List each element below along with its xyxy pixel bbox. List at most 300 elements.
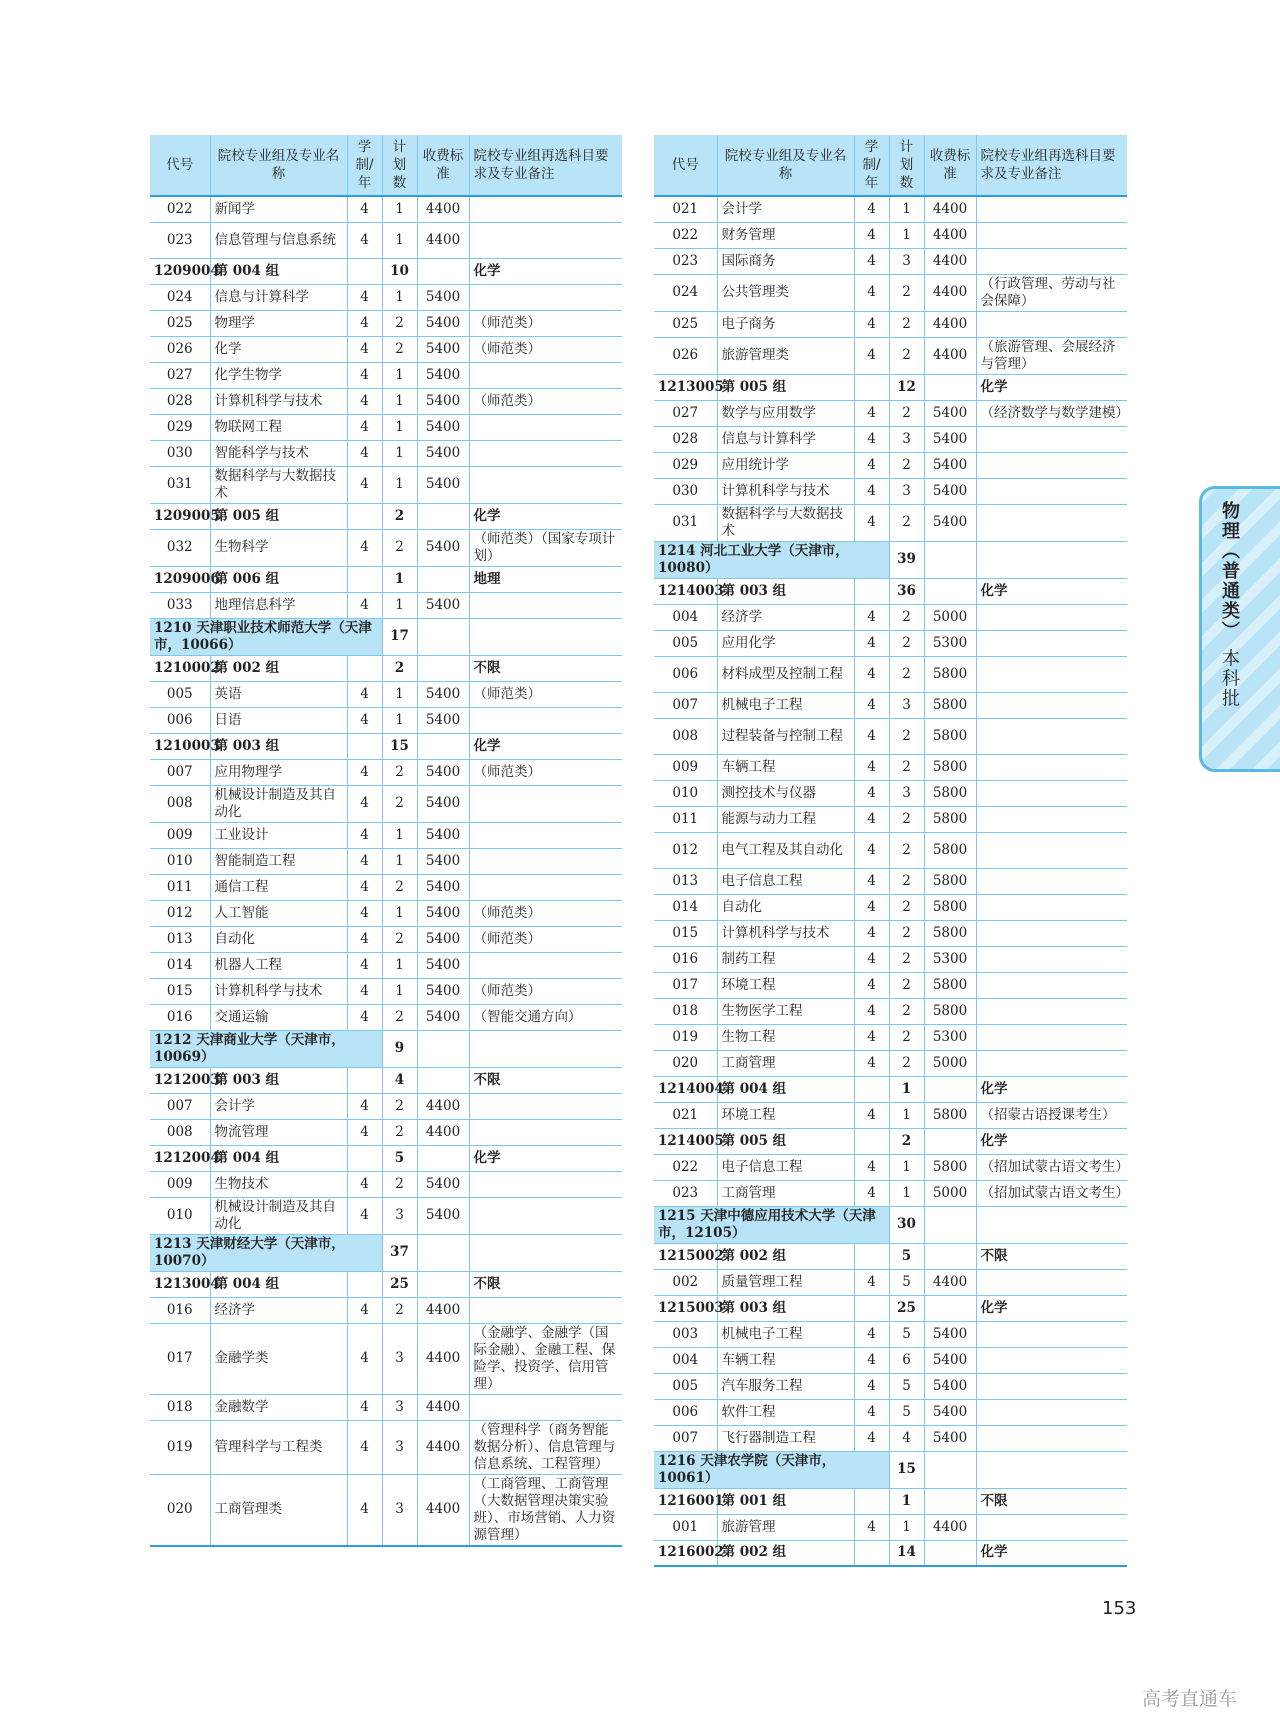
- major-row: [654, 692, 1127, 718]
- major-note: [976, 692, 1127, 718]
- empty-cell: [417, 1067, 469, 1093]
- major-name: 英语: [210, 681, 347, 707]
- major-name: 生物医学工程: [717, 998, 854, 1024]
- major-note: [976, 1024, 1127, 1050]
- major-note: [976, 426, 1127, 452]
- study-years: 4: [347, 1119, 382, 1145]
- plan-count: 2: [889, 1024, 924, 1050]
- subject-requirement: 化学: [976, 1295, 1127, 1321]
- study-years: 4: [347, 707, 382, 733]
- empty-cell: [854, 1076, 889, 1102]
- major-note: （师范类）: [469, 336, 622, 362]
- major-row: [654, 894, 1127, 920]
- study-years: 4: [347, 681, 382, 707]
- university-name: 1215 天津中德应用技术大学（天津市，12105）: [654, 1206, 889, 1243]
- major-row: [654, 1154, 1127, 1180]
- major-code: 005: [654, 630, 717, 656]
- plan-count: 15: [889, 1451, 924, 1488]
- major-code: 005: [150, 681, 210, 707]
- major-note: [976, 248, 1127, 274]
- major-row: [654, 337, 1127, 374]
- group-row: [150, 655, 622, 681]
- empty-cell: [417, 655, 469, 681]
- tuition-fee: 5800: [924, 754, 976, 780]
- empty-cell: [924, 578, 976, 604]
- major-row: [150, 900, 622, 926]
- major-name: 旅游管理: [717, 1514, 854, 1540]
- study-years: 4: [347, 222, 382, 258]
- section-side-tab: [1199, 486, 1280, 772]
- major-row: [654, 1024, 1127, 1050]
- study-years: 4: [347, 785, 382, 822]
- empty-cell: [854, 1488, 889, 1514]
- subject-requirement: 化学: [976, 578, 1127, 604]
- group-name: 第 004 组: [210, 1145, 347, 1171]
- header-code: 代号: [150, 135, 210, 196]
- subject-requirement: 地理: [469, 566, 622, 592]
- major-code: 014: [150, 952, 210, 978]
- study-years: 4: [347, 466, 382, 503]
- major-code: 023: [150, 222, 210, 258]
- major-note: （招蒙古语授课考生）: [976, 1102, 1127, 1128]
- tuition-fee: 4400: [924, 1514, 976, 1540]
- empty-cell: [417, 258, 469, 284]
- study-years: 4: [854, 1347, 889, 1373]
- plan-count: 2: [382, 874, 417, 900]
- subject-requirement: 化学: [469, 503, 622, 529]
- major-code: 023: [654, 248, 717, 274]
- tuition-fee: 4400: [924, 222, 976, 248]
- study-years: 4: [347, 822, 382, 848]
- plan-count: 1: [382, 978, 417, 1004]
- group-code: 1209006: [150, 566, 210, 592]
- major-row: [150, 414, 622, 440]
- major-name: 化学生物学: [210, 362, 347, 388]
- major-code: 019: [654, 1024, 717, 1050]
- major-note: （师范类）: [469, 310, 622, 336]
- group-code: 1213004: [150, 1271, 210, 1297]
- university-name: 1213 天津财经大学（天津市，10070）: [150, 1234, 382, 1271]
- university-name: 1214 河北工业大学（天津市，10080）: [654, 541, 889, 578]
- plan-count: 1: [889, 1180, 924, 1206]
- tuition-fee: 5400: [417, 362, 469, 388]
- major-row: [150, 440, 622, 466]
- group-row: [150, 503, 622, 529]
- major-row: [150, 874, 622, 900]
- major-row: [654, 920, 1127, 946]
- plan-count: 2: [889, 337, 924, 374]
- study-years: 4: [854, 1050, 889, 1076]
- major-row: [150, 592, 622, 618]
- study-years: 4: [347, 592, 382, 618]
- major-name: 地理信息科学: [210, 592, 347, 618]
- study-years: 4: [854, 1514, 889, 1540]
- major-note: [469, 284, 622, 310]
- major-row: [654, 946, 1127, 972]
- major-name: 应用物理学: [210, 759, 347, 785]
- plan-count: 36: [889, 578, 924, 604]
- tuition-fee: 5300: [924, 630, 976, 656]
- group-row: [150, 1271, 622, 1297]
- plan-count: 5: [889, 1373, 924, 1399]
- header-fee: 收费标准: [924, 135, 976, 196]
- empty-cell: [924, 374, 976, 400]
- subject-requirement: 化学: [469, 733, 622, 759]
- tuition-fee: 4400: [417, 1119, 469, 1145]
- empty-cell: [854, 1540, 889, 1566]
- major-row: [150, 952, 622, 978]
- major-note: [976, 972, 1127, 998]
- plan-count: 1: [382, 566, 417, 592]
- major-code: 020: [150, 1474, 210, 1546]
- group-code: 1215002: [654, 1243, 717, 1269]
- subject-requirement: 化学: [976, 1540, 1127, 1566]
- study-years: 4: [854, 400, 889, 426]
- tuition-fee: 4400: [417, 1394, 469, 1420]
- tuition-fee: 5800: [924, 718, 976, 754]
- group-code: 1214005: [654, 1128, 717, 1154]
- group-code: 1209004: [150, 258, 210, 284]
- plan-count: 1: [382, 822, 417, 848]
- tuition-fee: 5400: [924, 452, 976, 478]
- left-admissions-table: [150, 135, 622, 1547]
- group-row: [654, 374, 1127, 400]
- major-note: [976, 832, 1127, 868]
- plan-count: 3: [382, 1394, 417, 1420]
- university-row: [654, 1451, 1127, 1488]
- plan-count: 3: [889, 780, 924, 806]
- tuition-fee: 5400: [417, 952, 469, 978]
- plan-count: 1: [382, 362, 417, 388]
- plan-count: 2: [889, 504, 924, 541]
- major-row: [150, 1394, 622, 1420]
- major-row: [150, 1171, 622, 1197]
- tuition-fee: 5400: [924, 400, 976, 426]
- major-note: [469, 848, 622, 874]
- university-name: 1216 天津农学院（天津市，10061）: [654, 1451, 889, 1488]
- major-name: 公共管理类: [717, 274, 854, 311]
- university-row: [150, 1030, 622, 1067]
- major-row: [150, 222, 622, 258]
- major-note: [469, 1394, 622, 1420]
- study-years: 4: [854, 692, 889, 718]
- major-code: 006: [654, 656, 717, 692]
- major-row: [654, 780, 1127, 806]
- major-code: 027: [654, 400, 717, 426]
- major-name: 数据科学与大数据技术: [717, 504, 854, 541]
- major-note: [976, 1373, 1127, 1399]
- major-name: 经济学: [210, 1297, 347, 1323]
- empty-cell: [854, 374, 889, 400]
- plan-count: 2: [382, 1171, 417, 1197]
- plan-count: 3: [889, 426, 924, 452]
- plan-count: 1: [382, 440, 417, 466]
- study-years: 4: [854, 1102, 889, 1128]
- plan-count: 5: [889, 1269, 924, 1295]
- tuition-fee: 4400: [924, 196, 976, 222]
- plan-count: 1: [382, 284, 417, 310]
- major-code: 016: [150, 1004, 210, 1030]
- empty-cell: [417, 1271, 469, 1297]
- major-row: [150, 310, 622, 336]
- major-note: [976, 806, 1127, 832]
- major-note: [976, 1514, 1127, 1540]
- major-name: 经济学: [717, 604, 854, 630]
- empty-cell: [347, 1067, 382, 1093]
- major-row: [150, 362, 622, 388]
- major-code: 010: [150, 1197, 210, 1234]
- tuition-fee: 5800: [924, 972, 976, 998]
- major-row: [654, 400, 1127, 426]
- major-code: 008: [150, 785, 210, 822]
- university-row: [150, 618, 622, 655]
- major-note: [976, 718, 1127, 754]
- empty-cell: [347, 503, 382, 529]
- plan-count: 3: [889, 692, 924, 718]
- group-name: 第 005 组: [717, 374, 854, 400]
- major-code: 032: [150, 529, 210, 566]
- study-years: 4: [854, 1269, 889, 1295]
- major-note: （师范类）: [469, 900, 622, 926]
- major-row: [150, 466, 622, 503]
- group-name: 第 003 组: [210, 1067, 347, 1093]
- major-note: [469, 707, 622, 733]
- tuition-fee: 5400: [417, 874, 469, 900]
- major-note: [976, 604, 1127, 630]
- plan-count: 2: [889, 1050, 924, 1076]
- study-years: 4: [347, 310, 382, 336]
- group-code: 1209005: [150, 503, 210, 529]
- group-code: 1216002: [654, 1540, 717, 1566]
- study-years: 4: [347, 759, 382, 785]
- plan-count: 2: [889, 718, 924, 754]
- major-name: 生物技术: [210, 1171, 347, 1197]
- study-years: 4: [347, 440, 382, 466]
- tuition-fee: 5800: [924, 868, 976, 894]
- major-name: 机械电子工程: [717, 1321, 854, 1347]
- major-code: 021: [654, 196, 717, 222]
- major-code: 011: [654, 806, 717, 832]
- major-name: 交通运输: [210, 1004, 347, 1030]
- major-row: [654, 196, 1127, 222]
- study-years: 4: [854, 998, 889, 1024]
- major-name: 物联网工程: [210, 414, 347, 440]
- major-code: 017: [150, 1323, 210, 1394]
- empty-cell: [924, 1076, 976, 1102]
- major-note: [976, 1399, 1127, 1425]
- major-name: 电子信息工程: [717, 868, 854, 894]
- major-row: [150, 785, 622, 822]
- tuition-fee: 5400: [924, 1347, 976, 1373]
- major-code: 009: [150, 822, 210, 848]
- study-years: 4: [854, 832, 889, 868]
- major-note: （师范类）: [469, 926, 622, 952]
- header-note: 院校专业组再选科目要求及专业备注: [976, 135, 1127, 196]
- empty-cell: [347, 258, 382, 284]
- subject-requirement: 不限: [469, 1067, 622, 1093]
- major-name: 化学: [210, 336, 347, 362]
- major-name: 工商管理: [717, 1180, 854, 1206]
- major-name: 财务管理: [717, 222, 854, 248]
- study-years: 4: [854, 972, 889, 998]
- study-years: 4: [854, 1024, 889, 1050]
- plan-count: 3: [382, 1420, 417, 1474]
- group-row: [150, 733, 622, 759]
- empty-cell: [347, 655, 382, 681]
- major-row: [150, 388, 622, 414]
- tuition-fee: 5400: [417, 310, 469, 336]
- plan-count: 2: [889, 920, 924, 946]
- major-note: （旅游管理、会展经济与管理）: [976, 337, 1127, 374]
- major-row: [654, 1347, 1127, 1373]
- tuition-fee: 5400: [924, 1321, 976, 1347]
- major-code: 024: [150, 284, 210, 310]
- plan-count: 2: [889, 1128, 924, 1154]
- tuition-fee: 5400: [417, 529, 469, 566]
- major-name: 会计学: [210, 1093, 347, 1119]
- empty-cell: [417, 503, 469, 529]
- study-years: 4: [854, 920, 889, 946]
- plan-count: 2: [889, 452, 924, 478]
- major-name: 测控技术与仪器: [717, 780, 854, 806]
- plan-count: 1: [382, 592, 417, 618]
- major-name: 电气工程及其自动化: [717, 832, 854, 868]
- empty-cell: [924, 1488, 976, 1514]
- major-row: [654, 972, 1127, 998]
- plan-count: 2: [382, 336, 417, 362]
- study-years: 4: [347, 1004, 382, 1030]
- major-row: [654, 478, 1127, 504]
- plan-count: 1: [382, 414, 417, 440]
- major-code: 005: [654, 1373, 717, 1399]
- major-row: [654, 1102, 1127, 1128]
- major-name: 自动化: [717, 894, 854, 920]
- tuition-fee: 5000: [924, 604, 976, 630]
- major-code: 022: [654, 1154, 717, 1180]
- major-note: [976, 894, 1127, 920]
- plan-count: 2: [382, 1119, 417, 1145]
- plan-count: 2: [889, 972, 924, 998]
- study-years: 4: [347, 874, 382, 900]
- major-name: 会计学: [717, 196, 854, 222]
- major-code: 013: [654, 868, 717, 894]
- plan-count: 2: [382, 529, 417, 566]
- subject-requirement: 化学: [976, 1128, 1127, 1154]
- major-name: 工商管理类: [210, 1474, 347, 1546]
- major-name: 环境工程: [717, 1102, 854, 1128]
- major-row: [654, 630, 1127, 656]
- tuition-fee: 5400: [417, 592, 469, 618]
- major-code: 012: [150, 900, 210, 926]
- major-name: 计算机科学与技术: [210, 978, 347, 1004]
- plan-count: 10: [382, 258, 417, 284]
- tuition-fee: 5400: [417, 926, 469, 952]
- major-row: [654, 998, 1127, 1024]
- major-name: 管理科学与工程类: [210, 1420, 347, 1474]
- major-row: [654, 1373, 1127, 1399]
- plan-count: 2: [889, 656, 924, 692]
- major-name: 金融学类: [210, 1323, 347, 1394]
- study-years: 4: [854, 222, 889, 248]
- group-row: [654, 1076, 1127, 1102]
- tuition-fee: 5800: [924, 1154, 976, 1180]
- major-row: [150, 1093, 622, 1119]
- tuition-fee: 5400: [417, 822, 469, 848]
- subject-requirement: 不限: [469, 1271, 622, 1297]
- study-years: 4: [854, 452, 889, 478]
- tuition-fee: 4400: [417, 1093, 469, 1119]
- major-name: 智能科学与技术: [210, 440, 347, 466]
- group-name: 第 003 组: [210, 733, 347, 759]
- tuition-fee: 5800: [924, 780, 976, 806]
- plan-count: 14: [889, 1540, 924, 1566]
- header-years: 学制/年: [854, 135, 889, 196]
- major-row: [150, 707, 622, 733]
- study-years: 4: [347, 926, 382, 952]
- study-years: 4: [347, 529, 382, 566]
- study-years: 4: [347, 388, 382, 414]
- tuition-fee: 5800: [924, 998, 976, 1024]
- tuition-fee: 5400: [417, 759, 469, 785]
- major-name: 机械设计制造及其自动化: [210, 785, 347, 822]
- major-name: 通信工程: [210, 874, 347, 900]
- major-note: [976, 311, 1127, 337]
- tuition-fee: 5400: [417, 1004, 469, 1030]
- major-row: [150, 1197, 622, 1234]
- major-code: 003: [654, 1321, 717, 1347]
- right-admissions-table: [654, 135, 1127, 1567]
- empty-cell: [854, 1243, 889, 1269]
- major-code: 008: [654, 718, 717, 754]
- empty-cell: [347, 1145, 382, 1171]
- major-row: [654, 1425, 1127, 1451]
- major-code: 012: [654, 832, 717, 868]
- empty-cell: [854, 578, 889, 604]
- major-note: （师范类）: [469, 388, 622, 414]
- plan-count: 2: [889, 806, 924, 832]
- major-note: （师范类）: [469, 681, 622, 707]
- tuition-fee: 4400: [924, 274, 976, 311]
- tuition-fee: 5300: [924, 946, 976, 972]
- major-name: 工商管理: [717, 1050, 854, 1076]
- tuition-fee: 5400: [417, 440, 469, 466]
- major-code: 015: [654, 920, 717, 946]
- plan-count: 17: [382, 618, 417, 655]
- major-note: （金融学、金融学（国际金融）、金融工程、保险学、投资学、信用管理）: [469, 1323, 622, 1394]
- study-years: 4: [347, 900, 382, 926]
- university-row: [150, 1234, 622, 1271]
- tuition-fee: 4400: [924, 311, 976, 337]
- major-note: [976, 1050, 1127, 1076]
- subject-requirement: 化学: [469, 258, 622, 284]
- major-code: 007: [150, 1093, 210, 1119]
- group-code: 1210003: [150, 733, 210, 759]
- plan-count: 4: [382, 1067, 417, 1093]
- major-row: [654, 718, 1127, 754]
- major-note: [976, 222, 1127, 248]
- major-code: 021: [654, 1102, 717, 1128]
- major-code: 004: [654, 604, 717, 630]
- group-code: 1212004: [150, 1145, 210, 1171]
- tuition-fee: 5300: [924, 1024, 976, 1050]
- major-note: [976, 920, 1127, 946]
- plan-count: 1: [889, 1102, 924, 1128]
- major-note: [469, 874, 622, 900]
- major-note: （师范类）: [469, 978, 622, 1004]
- major-row: [150, 1420, 622, 1474]
- plan-count: 25: [889, 1295, 924, 1321]
- major-note: [469, 592, 622, 618]
